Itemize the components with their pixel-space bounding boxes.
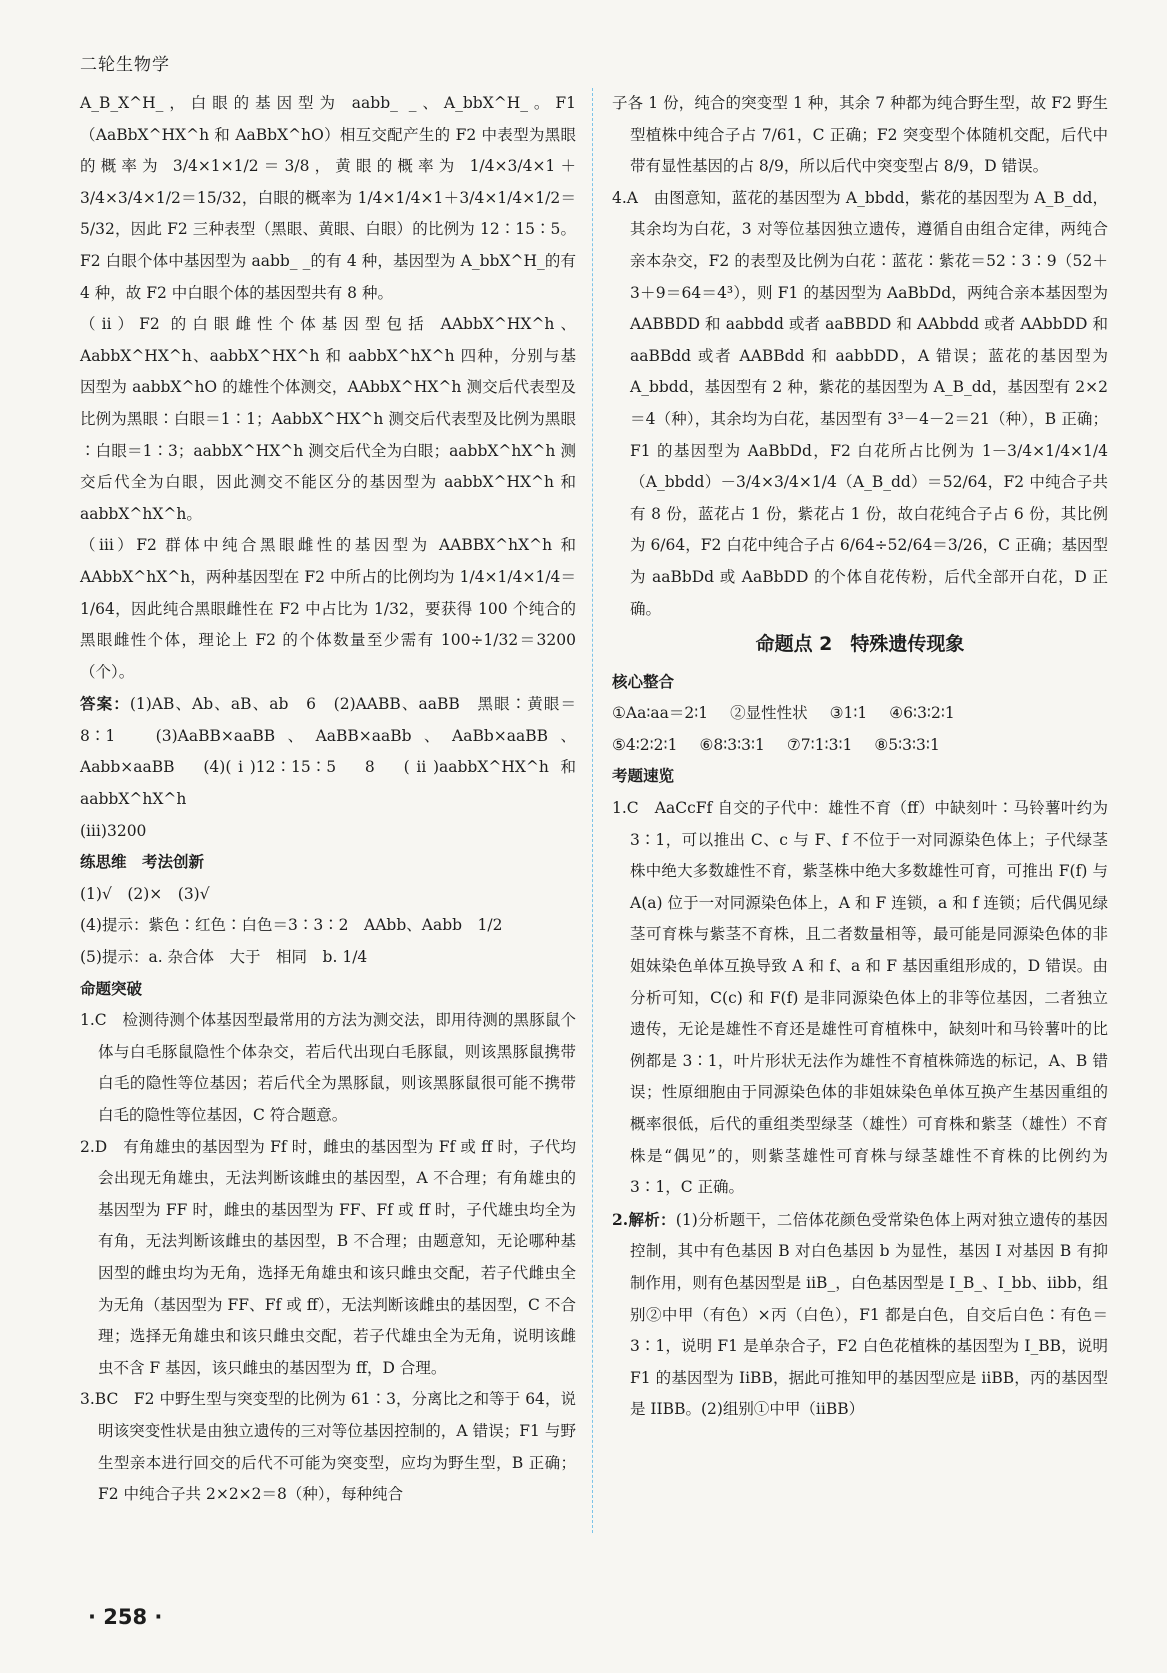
section-title-practice: 练思维 考法创新 — [80, 853, 205, 872]
section-title-core: 核心整合 — [612, 672, 675, 691]
answer-text: (1)AB、Ab、aB、ab 6 (2)AABB、aaBB 黑眼∶黄眼＝8∶1 (3)AaBB×aaBB、AaBB×aaBb、AaBb×aaBB、Aabb×aaBB (4)(ⅰ)12∶15∶5 8 (ⅱ)aabbX^HX^h 和 aabbX^hX^h — [80, 695, 576, 809]
summary-item: ④6∶3∶2∶1 — [889, 704, 955, 723]
section-title-quick: 考题速览 — [612, 767, 675, 786]
column-divider — [592, 88, 593, 1533]
running-head: 二轮生物学 — [80, 55, 170, 75]
paragraph: （ⅱ）F2 的白眼雌性个体基因型包括 AAbbX^HX^h、AabbX^HX^h、aabbX^HX^h 和 aabbX^hX^h 四种，分别与基因型为 aabbX^hO 的雄性个体测交，AAbbX^HX^h 测交后代表型及比例为黑眼∶白眼＝1∶1；AabbX^HX^h 测交后代表型及比例为黑眼∶白眼＝1∶3；aabbX^HX^h 测交后代全为白眼；aabbX^hX^h 测交后代全为白眼，因此测交不能区分的基因型为 aabbX^HX^h 和 aabbX^hX^h。 — [80, 315, 576, 523]
analysis-text: (1)分析题干，二倍体花颜色受常染色体上两对独立遗传的基因控制，其中有色基因 B 对白色基因 b 为显性，基因 I 对基因 B 有抑制作用，则有色基因型是 iiB_，白色基因型是 I_B_、I_bb、iibb，组别②中甲（有色）×丙（白色），F1 都是白色，自交后白色∶有色＝3∶1，说明 F1 是单杂合子，F2 白色花植株的基因型为 I_BB，说明 F1 的基因型为 IiBB，据此可推知甲的基因型应是 iiBB，丙的基因型是 IIBB。(2)组别①中甲（iiBB） — [630, 1210, 1108, 1419]
question-4: 4.A 由图意知，蓝花的基因型为 A_bbdd，紫花的基因型为 A_B_dd，其余均为白花，3 对等位基因独立遗传，遵循自由组合定律，两纯合亲本杂交，F2 的表型及比例为白花∶蓝花∶紫花＝52∶3∶9（52＋3＋9＝64＝4³），则 F1 的基因型为 AaBbDd，两纯合亲本基因型为 AABBDD 和 aabbdd 或者 aaBBDD 和 AAbbdd 或者 AAbbDD 和 aaBBdd 或者 AABBdd 和 aabbDD，A 错误；蓝花的基因型为 A_bbdd，基因型有 2 种，紫花的基因型为 A_B_dd，基因型有 2×2＝4（种），其余均为白花，基因型有 3³－4－2＝21（种），B 正确；F1 的基因型为 AaBbDd，F2 白花所占比例为 1－3/4×1/4×1/4（A_bbdd）－3/4×3/4×1/4（A_B_dd）＝52/64，F2 中纯合子共有 8 份，蓝花占 1 份，紫花占 1 份，故白花纯合子占 6 份，其比例为 6/64，F2 白花中纯合子占 6/64÷52/64＝3/26，C 正确；基因型为 aaBbDd 或 AaBbDD 的个体自花传粉，后代全部开白花，D 正确。 — [612, 188, 1108, 618]
question-1: 1.C AaCcFf 自交的子代中：雄性不育（ff）中缺刻叶∶马铃薯叶约为 3∶1，可以推出 C、c 与 F、f 不位于一对同源染色体上；子代绿茎株中绝大多数雄性不育，紫茎株中绝大多数雄性可育，可推出 F(f) 与 A(a) 位于一对同源染色体上，A 和 F 连锁，a 和 f 连锁；后代偶见绿茎可育株与紫茎不育株，且二者数量相等，最可能是同源染色体的非姐妹染色单体互换导致 A 和 f、a 和 F 基因重组形成的，D 错误。由分析可知，C(c) 和 F(f) 是非同源染色体上的非等位基因，二者独立遗传，无论是雄性不育还是雄性可育植株中，缺刻叶和马铃薯叶的比例都是 3∶1，叶片形状无法作为雄性不育植株筛选的标记，A、B 错误；性原细胞由于同源染色体的非姐妹染色单体互换产生基因重组的概率很低，后代的重组类型绿茎（雄性）可育株和紫茎（雄性）不育株是“偶见”的，则紫茎雄性可育株与绿茎雄性不育株的比例约为 3∶1，C 正确。 — [612, 799, 1108, 1197]
left-column — [80, 88, 576, 1511]
topic-label: 命题点 2 — [755, 633, 833, 656]
answer-continued: (ⅲ)3200 — [80, 821, 147, 840]
question-2: 2.D 有角雄虫的基因型为 Ff 时，雌虫的基因型为 Ff 或 ff 时，子代均会出现无角雄虫，无法判断该雌虫的基因型，A 不合理；有角雄虫的基因型为 FF 时，雌虫的基因型为 FF、Ff 或 ff 时，子代雄虫均全为有角，无法判断该雌虫的基因型，B 不合理；由题意知，无论哪种基因型的雌虫均为无角，选择无角雄虫和该只雌虫交配，若子代雌虫全为无角（基因型为 FF、Ff 或 ff），无法判断该雌虫的基因型，C 不合理；选择无角雄虫和该只雌虫交配，若子代雄虫全为无角，说明该雌虫不含 F 基因，该只雌虫的基因型为 ff，D 合理。 — [80, 1137, 576, 1377]
page-number: · 258 · — [88, 1605, 163, 1629]
summary-item: ⑥8∶3∶3∶1 — [699, 735, 765, 754]
summary-item: ①Aa∶aa＝2∶1 — [612, 704, 709, 723]
summary-item: ⑧5∶3∶3∶1 — [874, 735, 940, 754]
summary-row — [612, 730, 1108, 762]
summary-item: ⑤4∶2∶2∶1 — [612, 735, 678, 754]
paragraph: （ⅲ）F2 群体中纯合黑眼雌性的基因型为 AABBX^hX^h 和 AAbbX^hX^h，两种基因型在 F2 中所占的比例均为 1/4×1/4×1/4＝1/64，因此纯合黑眼雌性在 F2 中占比为 1/32，要获得 100 个纯合的黑眼雌性个体，理论上 F2 的个体数量至少需有 100÷1/32＝3200（个）。 — [80, 536, 576, 681]
analysis-label: 2.解析： — [612, 1209, 676, 1229]
summary-item: ③1∶1 — [829, 704, 868, 723]
summary-row — [612, 698, 1108, 730]
summary-item: ⑦7∶1∶3∶1 — [786, 735, 853, 754]
question-2 — [612, 1204, 1108, 1426]
practice-line: (5)提示：a. 杂合体 大于 相同 b. 1/4 — [80, 948, 368, 967]
right-column — [612, 88, 1108, 1426]
practice-line: (4)提示：紫色∶红色∶白色＝3∶3∶2 AAbb、Aabb 1/2 — [80, 916, 503, 935]
paragraph: 子各 1 份，纯合的突变型 1 种，其余 7 种都为纯合野生型，故 F2 野生型植株中纯合子占 7/61，C 正确；F2 突变型个体随机交配，后代中带有显性基因的占 8/9，所以后代中突变型占 8/9，D 错误。 — [612, 94, 1108, 176]
question-1: 1.C 检测待测个体基因型最常用的方法为测交法，即用待测的黑豚鼠个体与白毛豚鼠隐性个体杂交，若后代出现白毛豚鼠，则该黑豚鼠携带白毛的隐性等位基因；若后代全为黑豚鼠，则该黑豚鼠很可能不携带白毛的隐性等位基因，C 符合题意。 — [80, 1011, 576, 1124]
paragraph: A_B_X^H_，白眼的基因型为 aabb_ _、A_bbX^H_。F1（AaBbX^HX^h 和 AaBbX^hO）相互交配产生的 F2 中表型为黑眼的概率为 3/4×1×1/2＝3/8，黄眼的概率为 1/4×3/4×1＋3/4×3/4×1/2＝15/32，白眼的概率为 1/4×1/4×1＋3/4×1/4×1/2＝5/32，因此 F2 三种表型（黑眼、黄眼、白眼）的比例为 12∶15∶5。F2 白眼个体中基因型为 aabb_ _的有 4 种，基因型为 A_bbX^H_的有 4 种，故 F2 中白眼个体的基因型共有 8 种。 — [80, 94, 576, 302]
practice-line: (1)√ (2)× (3)√ — [80, 884, 210, 903]
topic-title: 特殊遗传现象 — [850, 633, 965, 656]
topic-heading — [612, 629, 1108, 661]
summary-item: ②显性性状 — [730, 704, 808, 723]
section-title-breakthrough: 命题突破 — [80, 979, 143, 998]
answer-label: 答案： — [80, 694, 130, 714]
question-3: 3.BC F2 中野生型与突变型的比例为 61∶3，分离比之和等于 64，说明该突变性状是由独立遗传的三对等位基因控制的，A 错误；F1 与野生型亲本进行回交的后代不可能为突变型，应均为野生型，B 正确；F2 中纯合子共 2×2×2＝8（种），每种纯合 — [80, 1390, 576, 1504]
answer — [80, 688, 576, 815]
